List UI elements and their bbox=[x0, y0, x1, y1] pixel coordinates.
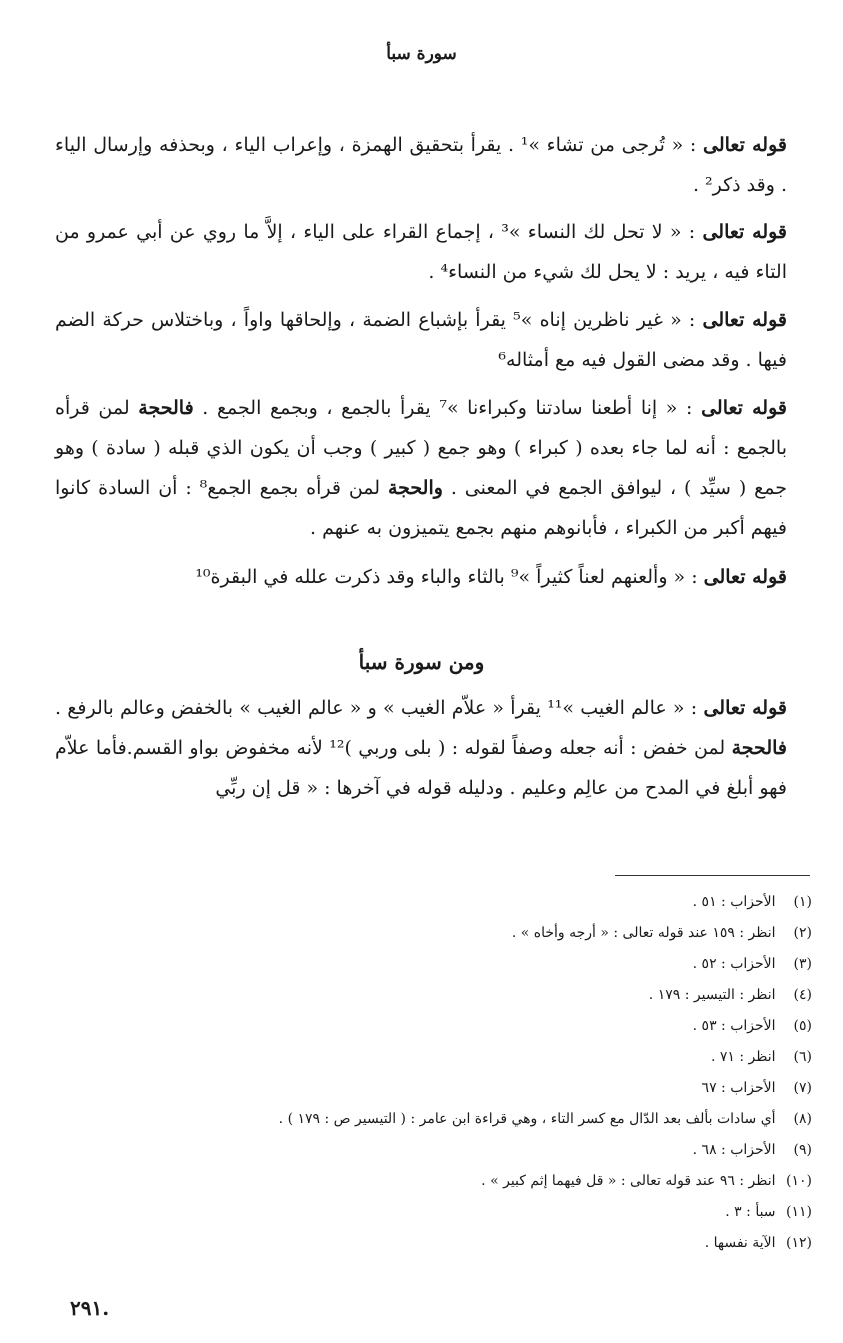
paragraph-keyword: قوله تعالى bbox=[703, 566, 787, 588]
footnote-text: الآية نفسها . bbox=[704, 1235, 776, 1251]
paragraph-text: : « وألعنهم لعناً كثيراً »⁹ بالثاء والباء وقد ذكرت علله في البقرة¹⁰ bbox=[195, 566, 704, 588]
footnote-text: انظر : ١٥٩ عند قوله تعالى : « أرجه وأخاه » . bbox=[511, 925, 776, 941]
paragraph-text: لمن خفض : أنه جعله وصفاً لقوله : ( بلى وربي )¹² لأنه مخفوض بواو القسم.فأما علاّم فهو أبلغ في المدح من عالِم وعليم . ودليله قوله في آخرها : « قل إن ربِّي bbox=[55, 737, 787, 799]
paragraph-5 bbox=[55, 557, 787, 597]
footnote bbox=[150, 1228, 812, 1259]
footnote-number: (٩) bbox=[793, 1142, 812, 1158]
paragraph-keyword: قوله تعالى bbox=[703, 697, 787, 719]
footnote bbox=[150, 949, 812, 980]
footnote bbox=[150, 1073, 812, 1104]
footnote bbox=[150, 980, 812, 1011]
footnote-text: الأحزاب : ٥٢ . bbox=[692, 956, 776, 972]
footnote-number: (١) bbox=[793, 894, 812, 910]
footnote-number: (١٠) bbox=[786, 1173, 812, 1189]
paragraph-1 bbox=[55, 125, 787, 205]
footnote-text: الأحزاب : ٦٧ bbox=[701, 1080, 776, 1096]
footnote-text: انظر : ٧١ . bbox=[710, 1049, 776, 1065]
footnote-text: الأحزاب : ٦٨ . bbox=[692, 1142, 776, 1158]
footnote-number: (١١) bbox=[786, 1204, 812, 1220]
paragraph-2 bbox=[55, 212, 787, 292]
paragraph-keyword: قوله تعالى bbox=[701, 397, 787, 419]
footnote bbox=[150, 1011, 812, 1042]
paragraph-keyword-hujja: فالحجة bbox=[731, 737, 787, 759]
footnote-text: انظر : ٩٦ عند قوله تعالى : « قل فيهما إثم كبير » . bbox=[481, 1173, 776, 1189]
footnote-text: الأحزاب : ٥١ . bbox=[692, 894, 776, 910]
footnote-text: انظر : التيسير : ١٧٩ . bbox=[648, 987, 776, 1003]
paragraph-text: لمن قرأه بجمع الجمع⁸ : أن السادة كانوا فيهم أكبر من الكبراء ، فأبانوهم منهم بجمع يتميزون به عنهم . bbox=[55, 477, 787, 539]
paragraph-text: : « لا تحل لك النساء »³ ، إجماع القراء على الياء ، إلاَّ ما روي عن أبي عمرو من التاء فيه ، يريد : لا يحل لك شيء من النساء⁴ . bbox=[55, 221, 787, 283]
paragraph-text: : « غير ناظرين إناه »⁵ يقرأ بإشباع الضمة ، وإلحاقها واواً ، وباختلاس حركة الضم فيها . وقد مضى القول فيه مع أمثاله⁶ bbox=[55, 309, 787, 371]
footnote-number: (٤) bbox=[793, 987, 812, 1003]
paragraph-keyword: قوله تعالى bbox=[702, 309, 787, 331]
paragraph-keyword-hujja: فالحجة bbox=[138, 397, 194, 419]
footnote bbox=[150, 887, 812, 918]
paragraph-keyword-wal-hujja: والحجة bbox=[387, 477, 443, 499]
footnote-number: (٥) bbox=[793, 1018, 812, 1034]
paragraph-4 bbox=[55, 388, 787, 548]
footnote-number: (٢) bbox=[793, 925, 812, 941]
paragraph-text: : « تُرجى من تشاء »¹ . يقرأ بتحقيق الهمزة ، وإعراب الياء ، وبحذفه وإرسال الياء . وقد ذكر² . bbox=[55, 134, 787, 196]
footnote-number: (٨) bbox=[793, 1111, 812, 1127]
paragraph-3 bbox=[55, 300, 787, 380]
footnote bbox=[150, 1104, 812, 1135]
paragraph-text: : « عالم الغيب »¹¹ يقرأ « علاّم الغيب » و « عالم الغيب » بالخفض وعالم بالرفع . bbox=[55, 697, 704, 719]
paragraph-keyword: قوله تعالى bbox=[703, 134, 787, 156]
page-number: ٢٩١. bbox=[70, 1296, 110, 1320]
footnote-text: أي سادات بألف بعد الدّال مع كسر التاء ، وهي قراءة ابن عامر : ( التيسير ص : ١٧٩ ) . bbox=[278, 1111, 776, 1127]
footnote-separator bbox=[615, 875, 810, 876]
section-title: ومن سورة سبأ bbox=[358, 650, 485, 674]
footnote-number: (٦) bbox=[793, 1049, 812, 1065]
footnote-text: الأحزاب : ٥٣ . bbox=[692, 1018, 776, 1034]
section-paragraph bbox=[55, 688, 787, 808]
footnote bbox=[150, 918, 812, 949]
footnote bbox=[150, 1042, 812, 1073]
paragraph-text: : « إنا أطعنا سادتنا وكبراءنا »⁷ يقرأ بالجمع ، وبجمع الجمع . bbox=[193, 397, 702, 419]
footnotes bbox=[150, 887, 812, 1259]
footnote-number: (٧) bbox=[793, 1080, 812, 1096]
paragraph-text: لمن قرأه بالجمع : أنه لما جاء بعده ( كبراء ) وهو جمع ( كبير ) وجب أن يكون الذي قبله ( سادة ) وهو جمع ( سيِّد ) ، ليوافق الجمع في المعنى . bbox=[55, 397, 787, 499]
footnote-number: (٣) bbox=[793, 956, 812, 972]
page-header: سورة سبأ bbox=[386, 44, 457, 64]
footnote bbox=[150, 1135, 812, 1166]
footnote bbox=[150, 1166, 812, 1197]
footnote bbox=[150, 1197, 812, 1228]
footnote-number: (١٢) bbox=[786, 1235, 812, 1251]
footnote-text: سبأ : ٣ . bbox=[725, 1204, 776, 1220]
paragraph-keyword: قوله تعالى bbox=[702, 221, 788, 243]
